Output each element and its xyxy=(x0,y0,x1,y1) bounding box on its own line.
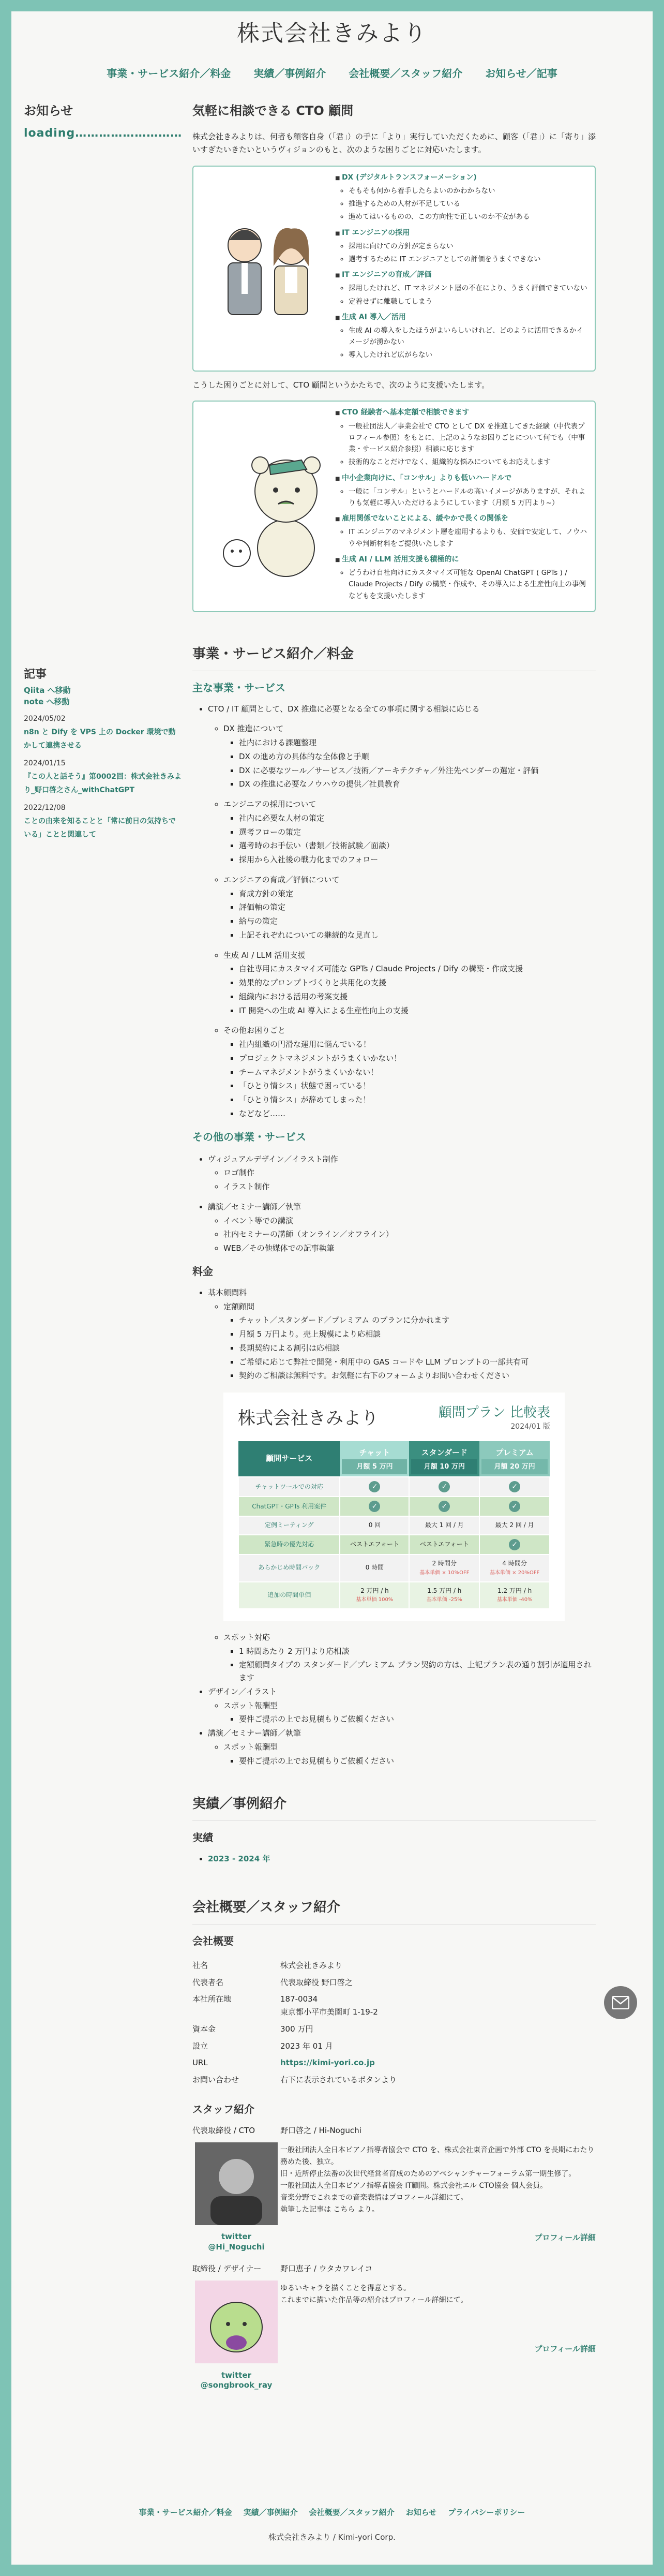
design-label: デザイン／イラスト xyxy=(208,1686,277,1696)
company-key: 設立 xyxy=(192,2041,208,2051)
profile-link[interactable]: プロフィール詳細 xyxy=(534,2344,596,2354)
articles-block xyxy=(24,665,182,841)
service-group-item: ▪ 効果的なプロンプトづくりと共用化の支援 xyxy=(239,976,596,989)
company-key: URL xyxy=(192,2058,208,2068)
twitter-link[interactable]: twitter @Hi_Noguchi xyxy=(208,2232,265,2252)
service-group-items xyxy=(239,736,596,791)
pricing-cell-value: 1.5 万円 / h xyxy=(427,1587,462,1594)
check-icon: ✓ xyxy=(439,1481,450,1492)
staff-title: スタッフ紹介 xyxy=(192,2103,254,2115)
staff-role: 代表取締役 / CTO xyxy=(192,2125,255,2135)
problem-title: ■ IT エンジニアの育成／評価 xyxy=(335,271,431,279)
company-row xyxy=(192,1991,596,2021)
company-row xyxy=(192,1957,596,1974)
service-group-label: 生成 AI / LLM 活用支援 xyxy=(223,950,306,960)
problem-item xyxy=(335,269,587,307)
problem-sub-item: ◦ 採用したけれど、IT マネジメント層の不在により、うまく評価できていない xyxy=(349,283,587,294)
company-value: 300 万円 xyxy=(280,2024,313,2034)
service-group-items xyxy=(239,887,596,942)
fixed-plan-label: 定額顧問 xyxy=(223,1301,255,1311)
check-icon: ✓ xyxy=(509,1481,520,1492)
pricing-row xyxy=(238,1582,550,1609)
pricing-row xyxy=(238,1555,550,1581)
pricing-cell-note: 基本単価 -25% xyxy=(426,1597,462,1603)
works-item xyxy=(208,1853,596,1866)
pricing-cell xyxy=(479,1516,550,1535)
service-group-item: ▪ 選考時のお手伝い（書類／技術試験／面談） xyxy=(239,839,596,852)
other-service-item: ◦ イラスト制作 xyxy=(223,1180,596,1193)
main-service-item xyxy=(208,703,596,1120)
lecture-note: ▪ 要件ご提示の上でお見積もりご依頼ください xyxy=(239,1755,596,1768)
service-group-item: ▪ 「ひとり情シス」状態で困っている！ xyxy=(239,1079,596,1092)
spot-label: スポット対応 xyxy=(223,1632,270,1642)
spot-list xyxy=(208,1631,596,1768)
design-item xyxy=(208,1685,596,1726)
pricing-cell xyxy=(409,1582,479,1609)
qiita-link[interactable]: Qiita へ移動 xyxy=(24,685,71,695)
problems-card xyxy=(192,166,596,372)
service-group-label: エンジニアの育成／評価について xyxy=(223,875,340,884)
spot-item xyxy=(223,1631,596,1684)
service-group-item: ▪ 評価軸の策定 xyxy=(239,901,596,914)
nav-works[interactable]: 実績／事例紹介 xyxy=(253,67,326,80)
staff-desc: ゆるいキャラを描くことを得意とする。 これまでに描いた作品等の紹介はプロフィール詳細にて。 xyxy=(280,2284,468,2305)
spot-detail: ▪ 1 時間あたり 2 万円より応相談 xyxy=(239,1645,596,1658)
pricing-header: プレミアム 月額 20 万円 xyxy=(479,1441,550,1477)
pricing-cell xyxy=(409,1477,479,1497)
other-service-label: ヴィジュアルデザイン／イラスト制作 xyxy=(208,1154,338,1164)
article-link[interactable]: ことの由来を知ることと「常に前日の気持ちでいる」ことと関連して xyxy=(24,817,176,839)
problem-subs xyxy=(349,283,587,307)
footer-nav-services[interactable]: 事業・サービス紹介／料金 xyxy=(139,2507,232,2517)
pricing-cell-value: 最大 2 回 / 月 xyxy=(495,1521,534,1529)
support-title: ■ 雇用関係でないことによる、緩やかで長くの関係を xyxy=(335,514,508,523)
fixed-plan xyxy=(223,1300,596,1383)
other-service-items xyxy=(223,1166,596,1193)
service-group-item: ▪ 組織内における活用の考案支援 xyxy=(239,990,596,1003)
problem-sub-item: ◦ 進めてはいるものの、この方向性で正しいのか不安がある xyxy=(349,211,587,223)
service-group-label: エンジニアの採用について xyxy=(223,800,316,809)
company-value: 右下に表示されているボタンより xyxy=(280,2075,397,2085)
support-sub-item: ◦ 一般社団法人／事業会社で CTO として DX を推進してきた経験（中代表プロフィール参照）をもとに、上記のようなお困りごとについて何でも（中事業・サービス紹介参照）相談に応じます xyxy=(349,421,587,455)
service-group-item: ▪ 採用から入社後の戦力化までのフォロー xyxy=(239,853,596,866)
service-group-item: ▪ 社内組織の円滑な運用に悩んでいる！ xyxy=(239,1038,596,1051)
nav-news[interactable]: お知らせ／記事 xyxy=(485,67,557,80)
pricing-title: 顧問プラン 比較表 xyxy=(438,1404,550,1420)
company-title: 会社概要／スタッフ紹介 xyxy=(192,1897,596,1924)
company-key: 代表者名 xyxy=(192,1977,224,1987)
service-group xyxy=(223,874,596,942)
staff-card xyxy=(192,2124,596,2253)
pricing-row xyxy=(238,1497,550,1516)
twitter-link[interactable]: twitter @songbrook_ray xyxy=(200,2370,273,2390)
footer-nav-company[interactable]: 会社概要／スタッフ紹介 xyxy=(309,2507,395,2517)
company-sub: 会社概要 xyxy=(192,1934,234,1947)
spot-container xyxy=(208,1631,596,1684)
pricing-cell-value: 最大 1 回 / 月 xyxy=(425,1521,464,1529)
lecture-item xyxy=(208,1727,596,1767)
pricing-row-label: 追加の時間単価 xyxy=(238,1582,340,1609)
support-item xyxy=(335,472,587,509)
works-list xyxy=(208,1853,596,1866)
staff-photo xyxy=(195,2281,278,2363)
main-services-list xyxy=(208,703,596,1120)
site-title[interactable]: 株式会社きみより xyxy=(237,20,427,47)
article-date: 2024/05/02 xyxy=(24,714,66,723)
other-services-list xyxy=(208,1153,596,1255)
support-sub-item: ◦ 技術的なことだけでなく、組織的な悩みについてもお応えします xyxy=(349,456,587,468)
company-key: お問い合わせ xyxy=(192,2075,239,2085)
staff-name: 野口啓之 / Hi-Noguchi xyxy=(280,2125,361,2135)
service-group-item: ▪ 上記それぞれについての継続的な見直し xyxy=(239,929,596,942)
mail-icon xyxy=(612,1996,629,2009)
works-sub: 実績 xyxy=(192,1831,213,1844)
pricing-header: 顧問サービス xyxy=(238,1441,340,1477)
check-icon: ✓ xyxy=(369,1481,380,1492)
pricing-date: 2024/01 版 xyxy=(510,1423,550,1431)
bear-illustration xyxy=(201,407,335,605)
contact-button[interactable] xyxy=(604,1986,637,2019)
fixed-item: ▪ チャット／スタンダード／プレミアム のプランに分かれます xyxy=(239,1314,596,1327)
pricing-row-label: チャットツールでの対応 xyxy=(238,1477,340,1497)
spot-items xyxy=(239,1645,596,1684)
support-card xyxy=(192,401,596,612)
pricing-header: スタンダード 月額 10 万円 xyxy=(409,1441,479,1477)
company-value: 株式会社きみより xyxy=(280,1960,343,1970)
problem-subs xyxy=(349,241,587,265)
service-group-item: ▪ チームマネジメントがうまくいかない！ xyxy=(239,1066,596,1079)
pricing-cell xyxy=(409,1516,479,1535)
service-group-item: ▪ 自社専用にカスタマイズ可能な GPTs / Claude Projects / Dify の構築・作成支援 xyxy=(239,963,596,975)
other-service-label: 講演／セミナー講師／執筆 xyxy=(208,1202,301,1211)
news-loading: loading……………………… xyxy=(24,127,183,140)
pricing-row-label: あらかじめ時間パック xyxy=(238,1555,340,1581)
service-group-items xyxy=(239,1038,596,1120)
problem-sub-item: ◦ 選考するために IT エンジニアとしての評価をうまくできない xyxy=(349,254,587,265)
company-value: 2023 年 01 月 xyxy=(280,2041,333,2051)
pricing-cell-value: ベストエフォート xyxy=(419,1541,469,1548)
check-icon: ✓ xyxy=(369,1501,380,1512)
works-title: 実績／事例紹介 xyxy=(192,1793,596,1821)
service-group-item: ▪ 社内に必要な人材の策定 xyxy=(239,812,596,825)
service-group xyxy=(223,949,596,1017)
lecture-sub: ◦ スポット報酬型 ▪ 要件ご提示の上でお見積もりご依頼ください xyxy=(223,1741,596,1768)
pricing-table xyxy=(238,1441,550,1609)
spot-detail: ▪ 定額顧問タイプの スタンダード／プレミアム プラン契約の方は、上記プラン表の通り割引が適用されます xyxy=(239,1659,596,1684)
pricing-cell-note: 基本単価 100% xyxy=(356,1597,394,1603)
staff-name: 野口恵子 / ウタカワレイコ xyxy=(280,2264,373,2274)
service-group-items xyxy=(239,812,596,866)
company-key: 資本金 xyxy=(192,2024,216,2034)
intro-lead: 株式会社きみよりは、何者も顧客自身（「君」）の手に「より」実行していただくために、顧客（「君」）に「寄り」添いすぎたいきたいというヴィジョンのもと、次のような困りごとに対応いたします。 xyxy=(192,132,596,154)
service-group-item: ▪ 育成方針の策定 xyxy=(239,887,596,900)
company-url-link[interactable]: https://kimi-yori.co.jp xyxy=(280,2058,375,2068)
problem-item xyxy=(335,172,587,223)
pricing-head xyxy=(238,1404,550,1433)
pricing-cell xyxy=(340,1555,409,1581)
pricing-cell xyxy=(479,1497,550,1516)
site-footer xyxy=(11,2506,653,2544)
support-sub-item: ◦ どうわけ自社向けにカスタマイズ可能な OpenAI ChatGPT ( GPTs ) / Claude Projects / Dify の構築・作成や、その導入による生産性向上の事例などもを支援いたします xyxy=(349,567,587,602)
company-value: 代表取締役 野口啓之 xyxy=(280,1977,353,1987)
company-row xyxy=(192,2054,596,2071)
pricing-row xyxy=(238,1516,550,1535)
profile-link[interactable]: プロフィール詳細 xyxy=(534,2233,596,2243)
footer-nav-news[interactable]: お知らせ xyxy=(405,2507,437,2517)
service-group-item: ▪ DX に必要なツール／サービス／技術／アーキテクチャ／外注先ベンダーの選定・評価 xyxy=(239,764,596,777)
check-icon: ✓ xyxy=(439,1501,450,1512)
footer-nav-works[interactable]: 実績／事例紹介 xyxy=(243,2507,298,2517)
pricing-cell-value: 2 時間分 xyxy=(432,1560,457,1567)
pricing-cell xyxy=(479,1477,550,1497)
support-subs xyxy=(349,486,587,509)
main-content xyxy=(182,101,596,2391)
pricing-brand: 株式会社きみより xyxy=(238,1408,379,1429)
price-list xyxy=(208,1286,596,1382)
support-title: ■ CTO 経験者へ基本定額で相談できます xyxy=(335,408,470,417)
other-service-item: ◦ WEB／その他媒体での記事執筆 xyxy=(223,1242,596,1255)
other-service-item: ◦ ロゴ制作 xyxy=(223,1166,596,1179)
support-subs xyxy=(349,526,587,550)
article-link[interactable]: n8n と Dify を VPS 上の Docker 環境で動かして連携させる xyxy=(24,728,176,750)
other-services-title: その他の事業・サービス xyxy=(192,1130,306,1143)
service-group-item: ▪ IT 開発への生成 AI 導入による生産性向上の支援 xyxy=(239,1004,596,1017)
staff-desc: 一般社団法人全日本ピアノ指導者協会で CTO を、株式会社東音企画で外部 CTO を長期にわたり務めた後、独立。 旧・近所停止法番の次世代経営者育成のためのアペシャンチャーフォーラム第一期生修了。 一般社団法人全日本ピアノ指導者協会 IT顧問。株式会社エル CTO協会 個人会員。 音楽分野でこれまでの音楽表情はプロフィール詳細にて。 執筆した記事は こちら より。 xyxy=(280,2145,595,2214)
pricing-row xyxy=(238,1477,550,1497)
problem-sub-item: ◦ 採用に向けての方針が定まらない xyxy=(349,241,587,252)
staff-photo xyxy=(195,2142,278,2225)
intro-middle: こうした困りごとに対して、CTO 顧問というかたちで、次のように支援いたします。 xyxy=(192,380,490,390)
support-subs xyxy=(349,421,587,468)
service-group-item: ▪ 「ひとり情シス」が辞めてしまった！ xyxy=(239,1093,596,1106)
pricing-cell xyxy=(340,1582,409,1609)
support-title: ■ 中小企業向けに、「コンサル」よりも低いハードルで xyxy=(335,474,511,482)
fixed-item: ▪ 長期契約による割引は応相談 xyxy=(239,1342,596,1355)
pricing-cell-value: 0 時間 xyxy=(365,1564,384,1572)
other-service-item: ◦ 社内セミナーの講師（オンライン／オフライン） xyxy=(223,1228,596,1241)
service-group-item: ▪ 社内における課題整理 xyxy=(239,736,596,749)
problem-title: ■ 生成 AI 導入／活用 xyxy=(335,313,406,321)
pricing-row xyxy=(238,1535,550,1555)
base-fee-sub xyxy=(223,1300,596,1383)
fixed-item: ▪ 月額 5 万円より。売上規模により応相談 xyxy=(239,1328,596,1341)
article-link[interactable]: 『この人と話そう』第0002回：株式会社きみより_野口啓之さん_withChatGPT xyxy=(24,772,182,795)
pricing-cell-value: 0 回 xyxy=(368,1521,381,1529)
service-group-item: ▪ 選考フローの策定 xyxy=(239,826,596,839)
nav-services[interactable]: 事業・サービス紹介／料金 xyxy=(107,67,231,80)
sidebar xyxy=(11,101,182,2391)
people-illustration xyxy=(201,172,335,365)
article-date: 2024/01/15 xyxy=(24,759,66,767)
service-group-item: ▪ DX の推進に必要なノウハウの提供／社員教育 xyxy=(239,778,596,791)
lecture-label: 講演／セミナー講師／執筆 xyxy=(208,1728,301,1738)
intro-title: 気軽に相談できる CTO 顧問 xyxy=(192,103,354,118)
fixed-item: ▪ ご希望に応じて弊社で開発・利用中の GAS コードや LLM プロンプトの一部共有可 xyxy=(239,1356,596,1369)
design-note: ▪ 要件ご提示の上でお見積もりご依頼ください xyxy=(239,1713,596,1726)
service-group xyxy=(223,1024,596,1120)
company-row xyxy=(192,2071,596,2089)
problem-sub-item: ◦ そもそも何から着手したらよいのかわからない xyxy=(349,185,587,197)
service-group-item: ▪ などなど…… xyxy=(239,1107,596,1120)
main-service-text: CTO / IT 顧問として、DX 推進に必要となる全ての事項に関する相談に応じる xyxy=(208,704,480,714)
pricing-row-label: 定例ミーティング xyxy=(238,1516,340,1535)
pricing-cell-value: ベストエフォート xyxy=(350,1541,399,1548)
footer-nav xyxy=(11,2506,653,2519)
problem-subs xyxy=(349,325,587,361)
support-item xyxy=(335,554,587,602)
service-group xyxy=(223,798,596,866)
pricing-cell xyxy=(340,1516,409,1535)
base-fee-label: 基本顧問料 xyxy=(208,1287,247,1297)
company-key: 社名 xyxy=(192,1960,208,1970)
company-table xyxy=(192,1957,596,2089)
pricing-cell-value: 4 時間分 xyxy=(502,1560,527,1567)
problem-title: ■ DX (デジタルトランスフォーメーション) xyxy=(335,173,477,182)
pricing-cell xyxy=(479,1582,550,1609)
pricing-cell-value: 2 万円 / h xyxy=(360,1587,389,1594)
problem-sub-item: ◦ 定着せずに離職してしまう xyxy=(349,296,587,307)
pricing-cell-note: 基本単価 -40% xyxy=(496,1597,533,1603)
services-title: 事業・サービス紹介／料金 xyxy=(192,643,596,671)
problem-sub-item: ◦ 推進するための人材が不足している xyxy=(349,198,587,210)
pricing-cell-note: 基本単価 × 10%OFF xyxy=(419,1570,470,1576)
pricing-row-label: 緊急時の優先対応 xyxy=(238,1535,340,1555)
pricing-header: チャット 月額 5 万円 xyxy=(340,1441,409,1477)
pricing-cell xyxy=(340,1497,409,1516)
company-row xyxy=(192,2038,596,2055)
pricing-row-label: ChatGPT・GPTs 利用案件 xyxy=(238,1497,340,1516)
news-title: お知らせ xyxy=(24,103,73,118)
pricing-cell xyxy=(409,1555,479,1581)
service-group xyxy=(223,722,596,791)
service-group-items xyxy=(239,963,596,1017)
problem-sub-item: ◦ 導入したけれど広がらない xyxy=(349,349,587,361)
support-item xyxy=(335,407,587,468)
pricing-cell xyxy=(479,1555,550,1581)
copyright: 株式会社きみより / Kimi-yori Corp. xyxy=(268,2533,396,2542)
support-subs xyxy=(349,567,587,602)
service-group-item: ▪ DX の進め方の具体的な全体像と手順 xyxy=(239,750,596,763)
problem-list xyxy=(335,172,587,365)
company-value: 187-0034 東京都小平市美園町 1-19-2 xyxy=(280,1994,378,2017)
pricing-cell-note: 基本単価 × 20%OFF xyxy=(489,1570,540,1576)
articles-title: 記事 xyxy=(24,668,47,682)
site-header xyxy=(11,11,653,82)
problem-title: ■ IT エンジニアの採用 xyxy=(335,229,410,237)
service-group-item: ▪ 給与の策定 xyxy=(239,915,596,928)
service-groups xyxy=(223,722,596,1120)
service-group-label: DX 推進について xyxy=(223,724,284,734)
problem-item xyxy=(335,312,587,361)
pricing-cell xyxy=(340,1535,409,1555)
footer-nav-privacy[interactable]: プライバシーポリシー xyxy=(448,2507,525,2517)
nav-company[interactable]: 会社概要／スタッフ紹介 xyxy=(349,67,463,80)
fixed-item: ▪ 契約のご相談は無料です。お気軽に右下のフォームよりお問い合わせください xyxy=(239,1369,596,1382)
other-service-items xyxy=(223,1215,596,1255)
main-services-title: 主な事業・サービス xyxy=(192,681,285,694)
works-link[interactable]: 2023 - 2024 年 xyxy=(208,1854,270,1864)
pricing-cell-value: 1.2 万円 / h xyxy=(497,1587,532,1594)
global-nav xyxy=(11,65,653,82)
support-sub-item: ◦ 一般に「コンサル」というとハードルの高いイメージがありますが、それよりも気軽に導入いただけるようにしています（月額 5 万円より~） xyxy=(349,486,587,509)
other-service xyxy=(208,1201,596,1255)
other-service-item: ◦ イベント等での講演 xyxy=(223,1215,596,1227)
price-title: 料金 xyxy=(192,1265,213,1278)
design-sub: ◦ スポット報酬型 ▪ 要件ご提示の上でお見積もりご依頼ください xyxy=(223,1699,596,1726)
note-link[interactable]: note へ移動 xyxy=(24,697,70,707)
company-key: 本社所在地 xyxy=(192,1994,232,2004)
article-date: 2022/12/08 xyxy=(24,803,66,812)
pricing-cell xyxy=(340,1477,409,1497)
problem-subs xyxy=(349,185,587,223)
check-icon: ✓ xyxy=(509,1539,520,1550)
base-fee xyxy=(208,1286,596,1382)
support-sub-item: ◦ IT エンジニアのマネジメント層を雇用するよりも、安価で安定して、ノウハウや判断材料をご提供いたします xyxy=(349,526,587,550)
company-row xyxy=(192,2021,596,2038)
pricing-table-image xyxy=(223,1393,565,1621)
pricing-cell xyxy=(409,1535,479,1555)
support-list xyxy=(335,407,587,605)
other-service xyxy=(208,1153,596,1193)
problem-sub-item: ◦ 生成 AI の導入をしたほうがよいらしいけれど、どのように活用できるかイメージが湧かない xyxy=(349,325,587,348)
check-icon: ✓ xyxy=(509,1501,520,1512)
support-item xyxy=(335,513,587,550)
page xyxy=(11,11,653,2565)
support-title: ■ 生成 AI / LLM 活用支援も積極的に xyxy=(335,555,459,564)
pricing-cell xyxy=(409,1497,479,1516)
problem-item xyxy=(335,227,587,265)
spot-sub xyxy=(223,1631,596,1684)
company-row xyxy=(192,1974,596,1991)
fixed-items xyxy=(239,1314,596,1382)
staff-role: 取締役 / デザイナー xyxy=(192,2264,262,2274)
pricing-cell xyxy=(479,1535,550,1555)
service-group-label: その他お困りごと xyxy=(223,1026,286,1035)
service-group-item: ▪ プロジェクトマネジメントがうまくいかない！ xyxy=(239,1052,596,1065)
staff-card xyxy=(192,2262,596,2391)
